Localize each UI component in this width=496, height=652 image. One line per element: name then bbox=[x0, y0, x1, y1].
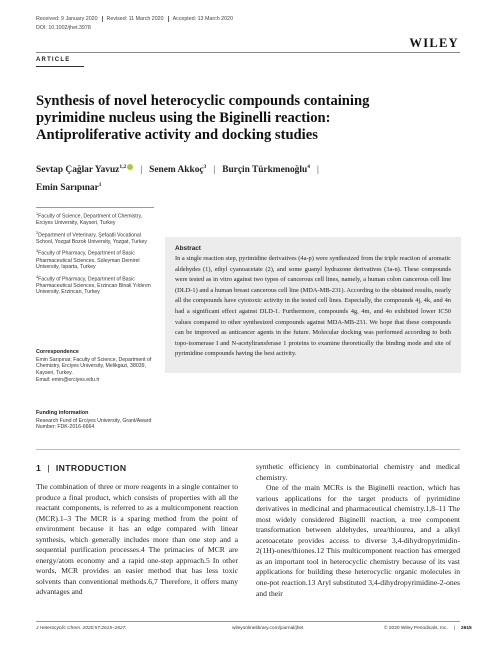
revised-date: Revised: 11 March 2020 bbox=[106, 16, 164, 22]
article-type-rule bbox=[36, 66, 84, 67]
author-separator: | bbox=[316, 165, 319, 176]
author[interactable] bbox=[222, 165, 310, 175]
correspondence-text: Emin Sarıpınar, Faculty of Science, Department of Chemistry, Erciyes University, Melikgazi, 38039, Kayseri, Turkey. bbox=[36, 356, 152, 376]
affiliation-text: Faculty of Science, Department of Chemistry, Erciyes University, Kayseri, Turkey bbox=[36, 213, 143, 227]
affiliation bbox=[36, 211, 154, 227]
abstract-heading: Abstract bbox=[175, 245, 201, 252]
correspondence-heading: Correspondence bbox=[36, 349, 79, 355]
accepted-date: Accepted: 13 March 2020 bbox=[172, 16, 233, 22]
affiliation-text: Department of Veterinary, Şefaatli Vocational School, Yozgat Bozok University, Yozgat, Turkey bbox=[36, 232, 147, 245]
article-type: ARTICLE bbox=[36, 57, 71, 63]
abstract-box bbox=[165, 237, 461, 373]
funding-heading: Funding information bbox=[36, 410, 89, 416]
footer-copyright: © 2020 Wiley Periodicals, Inc. bbox=[384, 626, 448, 631]
paper-title: Synthesis of novel heterocyclic compounds containing pyrimidine nucleus using the Biginelli reaction: Antiproliferative activity and docking studies bbox=[36, 93, 370, 144]
page-number: 2615 bbox=[461, 626, 472, 631]
divider bbox=[168, 16, 169, 22]
affiliation-mark: 2 bbox=[36, 230, 39, 235]
section-separator: | bbox=[47, 463, 50, 473]
article-dates bbox=[36, 16, 233, 22]
paragraph: synthetic efficiency in combinatorial chemistry and medical chemistry. bbox=[256, 462, 460, 482]
abstract-text: In a single reaction step, pyrimidine derivatives (4a-p) were synthesized from the triple reaction of aromatic aldehydes (1), ethyl cyanoacetate (2), and some guanyl hydrazone derivatives (3a-n). These compounds were tested as in vitro against two types of cancerous cell lines, namely, a human colon cancerous cell line (DLD-1) and a human breast cancerous cell line (MDA-MB-231). According to the obtained results, nearly all the compounds have cytotoxic activity in the tested cell lines. Especially, the compounds 4j, 4k, and 4n had a significant effect against DLD-1. Furthermore, compounds 4g, 4m, and 4o exhibited lower IC50 values compared to other synthesized compounds against MDA-MB-231. We hope that these compounds can be improved as anticancer agents in the future. Molecular docking was performed according to both topo-isomerase I and N-acetyltransferase 1 proteins to examine theoretically the binding mode and site of pyrimidine compounds having the best activity. bbox=[175, 255, 451, 358]
correspondence-email[interactable]: Email: emin@erciyes.edu.tr bbox=[36, 377, 100, 383]
funding-text: Research Fund of Erciyes University, Grant/Award Number: FDK-2016-6664 bbox=[36, 417, 152, 430]
section-number: 1 bbox=[36, 463, 42, 473]
author-affiliation-mark: 4 bbox=[307, 164, 310, 170]
author[interactable] bbox=[36, 183, 102, 193]
footer-rule bbox=[36, 621, 460, 622]
paragraph: One of the main MCRs is the Biginelli reaction, which has various applications for the target products of pyrimidine derivatives in medicinal and pharmaceutical chemistry.1,8–11 The most widely considered Biginelli reaction, a tree component transformation between aldehydes, urea/thiourea, and a alkyl acetoacetate provides access to diverse 3,4-dihydropyrimidin-2(1H)-ones/thiones.12 This multicomponent reaction has emerged as an important tool in heterocyclic chemistry because of its vast applications for building these heterocyclic organic molecules in one-pot reaction.13 Aryl substituted 3,4-dihydropyrimidine-2-ones and their bbox=[256, 483, 460, 598]
footer-right bbox=[384, 626, 472, 631]
author-name: Sevtap Çağlar Yavuz bbox=[36, 165, 120, 176]
affiliations bbox=[36, 211, 154, 299]
author-affiliation-mark: 1,2 bbox=[119, 164, 127, 170]
author-affiliation-mark: 3 bbox=[203, 164, 207, 170]
correspondence bbox=[36, 349, 154, 387]
footer-citation: J Heterocyclic Chem. 2020;57:2615–2627. bbox=[36, 626, 127, 631]
author-name: Emin Sarıpınar bbox=[36, 183, 99, 194]
affiliation bbox=[36, 248, 154, 270]
divider bbox=[102, 16, 103, 22]
author[interactable] bbox=[149, 165, 206, 175]
section-title: INTRODUCTION bbox=[55, 463, 127, 473]
affiliation bbox=[36, 230, 154, 246]
author-list bbox=[36, 160, 456, 196]
header-rule bbox=[36, 52, 460, 53]
affiliation bbox=[36, 274, 154, 296]
author-affiliation-mark: 1 bbox=[98, 182, 102, 189]
author-name: Burçin Türkmenoğlu bbox=[222, 165, 308, 176]
section-heading bbox=[36, 463, 127, 473]
affiliation-mark: 1 bbox=[36, 212, 39, 216]
publisher-logo: WILEY bbox=[409, 36, 459, 50]
funding-info bbox=[36, 410, 154, 434]
footer-url[interactable]: wileyonlinelibrary.com/journal/jhet bbox=[232, 626, 304, 631]
affiliation-text: Faculty of Pharmacy, Department of Basic Pharmaceutical Sciences, Erzincan Binali Yıldırım University, Erzincan, Turkey bbox=[36, 276, 151, 296]
footer-separator: | bbox=[453, 626, 456, 631]
received-date: Received: 9 January 2020 bbox=[36, 16, 98, 22]
section-rule bbox=[36, 449, 460, 450]
doi[interactable]: DOI: 10.1002/jhet.3978 bbox=[36, 25, 91, 31]
intro-right-column bbox=[256, 462, 460, 599]
sidebar-rule bbox=[36, 207, 154, 208]
author-separator: | bbox=[213, 165, 216, 176]
author-separator: | bbox=[140, 165, 143, 176]
author[interactable] bbox=[36, 165, 126, 175]
orcid-icon[interactable] bbox=[127, 164, 133, 170]
affiliation-mark: 4 bbox=[36, 274, 39, 279]
affiliation-mark: 3 bbox=[36, 249, 39, 254]
affiliation-text: Faculty of Pharmacy, Department of Basic Pharmaceutical Sciences, Süleyman Demirel University, Isparta, Turkey bbox=[36, 251, 140, 271]
author-name: Senem Akkoç bbox=[149, 165, 204, 176]
intro-left-column: The combination of three or more reagents in a single container to produce a final product, which consists of properties with all the reactant components, is referred to as a multicomponent reaction (MCR).1–3 The MCR is a sparing method from the point of environment because it has an edge compared with linear synthesis, which generally includes more than one step and a sequential purification processes.4 The primacies of MCR are energy/atom economy and a rapid one-step approach.5 In other words, MCR provides an easier method that has less toxic solvents than conventional methods.6,7 Therefore, it offers many advantages and bbox=[36, 482, 238, 597]
